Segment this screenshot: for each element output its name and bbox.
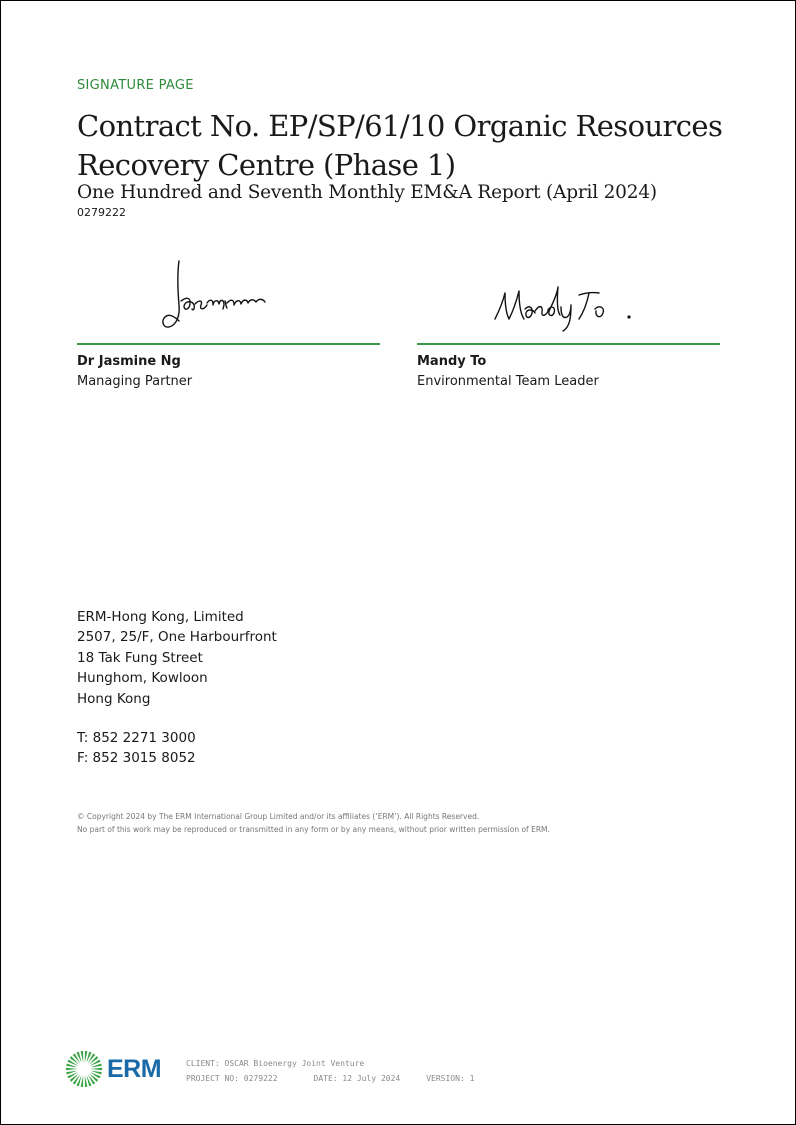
signature-line (417, 343, 720, 345)
logo-ray (76, 1075, 81, 1086)
logo-ray (66, 1071, 77, 1075)
copyright-line: No part of this work may be reproduced or transmitted in any form or by any means, without prior written permission of ERM. (77, 825, 550, 834)
address-line: Hong Kong (77, 690, 151, 707)
signatory-role: Managing Partner (77, 374, 193, 389)
address-line: 2507, 25/F, One Harbourfront (77, 629, 277, 646)
logo-ray (90, 1071, 101, 1075)
logo-ray (90, 1063, 101, 1067)
address-line: ERM-Hong Kong, Limited (77, 609, 244, 625)
copyright-notice (77, 810, 550, 836)
company-address (77, 607, 277, 709)
footer-client: CLIENT: OSCAR Bioenergy Joint Venture (186, 1059, 365, 1068)
erm-logo (65, 1050, 161, 1088)
footer-project-number: PROJECT NO: 0279222 (186, 1074, 278, 1083)
address-line: 18 Tak Fung Street (77, 649, 203, 666)
logo-ray (76, 1052, 81, 1063)
document-footer-metadata (186, 1056, 474, 1086)
logo-wordmark: ERM (107, 1054, 162, 1083)
logo-ray (91, 1068, 102, 1071)
signature-block-mandy-to (417, 251, 720, 389)
signatory-role: Environmental Team Leader (417, 374, 599, 389)
signature-block-jasmine-ng (77, 251, 380, 389)
signatory-name: Mandy To (417, 354, 487, 369)
erm-sunburst-icon (65, 1050, 103, 1088)
signatory-name: Dr Jasmine Ng (77, 354, 181, 369)
fax-number: F: 852 3015 8052 (77, 750, 196, 767)
logo-ray (66, 1068, 77, 1071)
handwritten-signature-jasmine (77, 251, 380, 343)
logo-ray (66, 1063, 77, 1067)
signature-line (77, 343, 380, 345)
address-line: Hunghom, Kowloon (77, 670, 208, 687)
footer-date: DATE: 12 July 2024 (313, 1074, 401, 1083)
report-subtitle: One Hundred and Seventh Monthly EM&A Report (April 2024) (77, 182, 657, 203)
telephone-number: T: 852 2271 3000 (77, 730, 196, 746)
page-eyebrow: SIGNATURE PAGE (77, 78, 194, 93)
logo-ray (86, 1052, 91, 1063)
handwritten-signature-mandy (417, 251, 720, 343)
document-title: Contract No. EP/SP/61/10 Organic Resources Recovery Centre (Phase 1) (77, 109, 723, 182)
logo-ray (86, 1075, 91, 1086)
document-number: 0279222 (77, 206, 126, 219)
contact-details (77, 728, 196, 769)
footer-version: VERSION: 1 (426, 1074, 475, 1083)
copyright-line: © Copyright 2024 by The ERM International Group Limited and/or its affiliates (‘ERM’). All Rights Reserved. (77, 812, 480, 821)
